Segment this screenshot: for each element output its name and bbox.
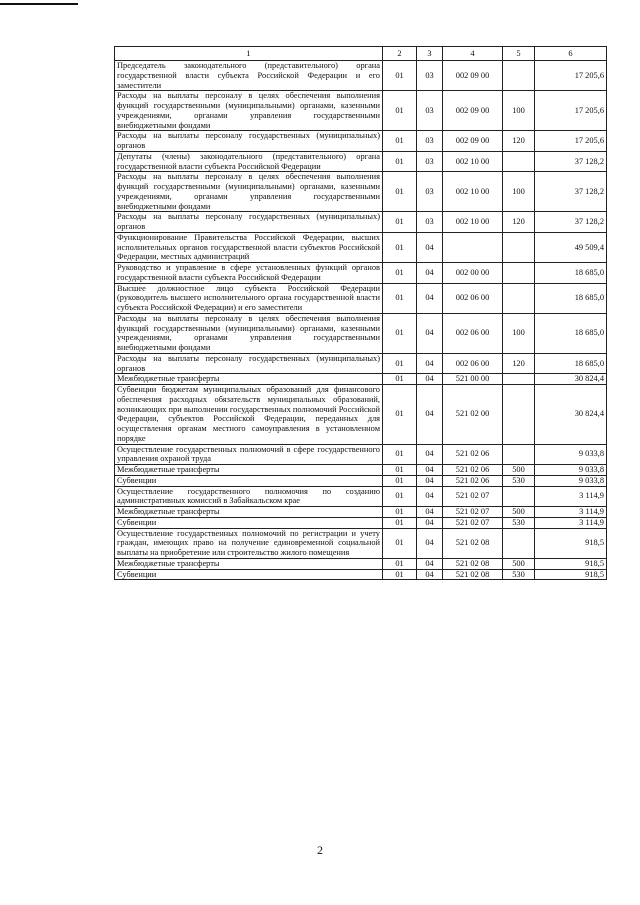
row-name-cell: Расходы на выплаты персоналу государственных (муниципальных) органов xyxy=(115,353,383,374)
subsection-code-cell: 03 xyxy=(417,61,443,91)
amount-cell: 918,5 xyxy=(535,569,607,580)
subsection-code-cell: 03 xyxy=(417,131,443,152)
table-row xyxy=(115,507,607,518)
section-code-cell: 01 xyxy=(383,528,417,558)
expense-type-cell: 500 xyxy=(503,465,535,476)
section-code-cell: 01 xyxy=(383,385,417,445)
expense-type-cell xyxy=(503,232,535,262)
subsection-code-cell: 04 xyxy=(417,465,443,476)
section-code-cell: 01 xyxy=(383,212,417,233)
amount-cell: 30 824,4 xyxy=(535,374,607,385)
target-article-cell: 002 00 00 xyxy=(443,263,503,284)
target-article-cell: 521 02 08 xyxy=(443,569,503,580)
amount-cell: 17 205,6 xyxy=(535,131,607,152)
amount-cell: 37 128,2 xyxy=(535,151,607,172)
table-row xyxy=(115,475,607,486)
section-code-cell: 01 xyxy=(383,353,417,374)
section-code-cell: 01 xyxy=(383,475,417,486)
expense-type-cell: 530 xyxy=(503,569,535,580)
target-article-cell: 002 09 00 xyxy=(443,131,503,152)
amount-cell: 17 205,6 xyxy=(535,61,607,91)
section-code-cell: 01 xyxy=(383,486,417,507)
section-code-cell: 01 xyxy=(383,558,417,569)
amount-cell: 37 128,2 xyxy=(535,172,607,212)
row-name-cell: Субвенции xyxy=(115,517,383,528)
target-article-cell: 002 09 00 xyxy=(443,91,503,131)
section-code-cell: 01 xyxy=(383,465,417,476)
row-name-cell: Руководство и управление в сфере установленных функций органов государственной власти субъекта Российской Федерации xyxy=(115,263,383,284)
expense-type-cell: 530 xyxy=(503,517,535,528)
subsection-code-cell: 03 xyxy=(417,172,443,212)
section-code-cell: 01 xyxy=(383,374,417,385)
target-article-cell: 002 09 00 xyxy=(443,61,503,91)
amount-cell: 3 114,9 xyxy=(535,486,607,507)
target-article-cell: 521 02 00 xyxy=(443,385,503,445)
expense-type-cell xyxy=(503,263,535,284)
header-row xyxy=(115,47,607,61)
section-code-cell: 01 xyxy=(383,517,417,528)
expense-type-cell xyxy=(503,444,535,465)
row-name-cell: Председатель законодательного (представительного) органа государственной власти субъекта Российской Федерации и его заместители xyxy=(115,61,383,91)
expense-type-cell: 120 xyxy=(503,212,535,233)
subsection-code-cell: 04 xyxy=(417,283,443,313)
table-row xyxy=(115,374,607,385)
col-header: 2 xyxy=(383,47,417,61)
table-row xyxy=(115,558,607,569)
row-name-cell: Субвенции xyxy=(115,475,383,486)
section-code-cell: 01 xyxy=(383,91,417,131)
col-header: 5 xyxy=(503,47,535,61)
row-name-cell: Осуществление государственных полномочий по регистрации и учету граждан, имеющих право на получение единовременной социальной выплаты на приобретение или строительство жилого помещения xyxy=(115,528,383,558)
expense-type-cell xyxy=(503,283,535,313)
target-article-cell: 002 10 00 xyxy=(443,212,503,233)
section-code-cell: 01 xyxy=(383,172,417,212)
row-name-cell: Функционирование Правительства Российской Федерации, высших исполнительных органов государственной власти субъектов Российской Федерации, местных администраций xyxy=(115,232,383,262)
table-row xyxy=(115,263,607,284)
col-header: 3 xyxy=(417,47,443,61)
subsection-code-cell: 04 xyxy=(417,353,443,374)
row-name-cell: Субвенции xyxy=(115,569,383,580)
target-article-cell: 521 02 06 xyxy=(443,465,503,476)
target-article-cell: 521 02 08 xyxy=(443,558,503,569)
row-name-cell: Расходы на выплаты персоналу в целях обеспечения выполнения функций государственными (муниципальными) органами, казенными учреждениями, органами управления государственными внебюджетными фондами xyxy=(115,91,383,131)
expense-type-cell xyxy=(503,374,535,385)
table-row xyxy=(115,172,607,212)
row-name-cell: Осуществление государственных полномочий в сфере государственного управления охраной труда xyxy=(115,444,383,465)
target-article-cell: 002 10 00 xyxy=(443,172,503,212)
table-row xyxy=(115,232,607,262)
table-row xyxy=(115,444,607,465)
table-row xyxy=(115,465,607,476)
table-row xyxy=(115,353,607,374)
section-code-cell: 01 xyxy=(383,61,417,91)
amount-cell: 18 685,0 xyxy=(535,263,607,284)
table-row xyxy=(115,486,607,507)
section-code-cell: 01 xyxy=(383,263,417,284)
table-row xyxy=(115,385,607,445)
row-name-cell: Межбюджетные трансферты xyxy=(115,507,383,518)
target-article-cell: 521 02 08 xyxy=(443,528,503,558)
row-name-cell: Расходы на выплаты персоналу государственных (муниципальных) органов xyxy=(115,131,383,152)
expense-type-cell xyxy=(503,385,535,445)
page-number: 2 xyxy=(317,843,323,857)
amount-cell: 918,5 xyxy=(535,558,607,569)
target-article-cell: 002 06 00 xyxy=(443,313,503,353)
subsection-code-cell: 04 xyxy=(417,558,443,569)
section-code-cell: 01 xyxy=(383,313,417,353)
amount-cell: 30 824,4 xyxy=(535,385,607,445)
row-name-cell: Субвенции бюджетам муниципальных образований для финансового обеспечения расходных обязательств муниципальных образований, возникающих при выполнении государственных полномочий Российской Федерации, субъектов Российской Федерации, переданных для осуществления органам местного самоуправления в установленном порядке xyxy=(115,385,383,445)
subsection-code-cell: 04 xyxy=(417,507,443,518)
amount-cell: 18 685,0 xyxy=(535,283,607,313)
target-article-cell: 521 02 07 xyxy=(443,507,503,518)
expense-type-cell: 100 xyxy=(503,313,535,353)
table-row xyxy=(115,61,607,91)
target-article-cell xyxy=(443,232,503,262)
expense-type-cell: 500 xyxy=(503,558,535,569)
subsection-code-cell: 04 xyxy=(417,486,443,507)
subsection-code-cell: 04 xyxy=(417,263,443,284)
top-rule xyxy=(0,3,78,5)
expense-type-cell: 530 xyxy=(503,475,535,486)
expense-type-cell xyxy=(503,151,535,172)
expense-type-cell: 120 xyxy=(503,353,535,374)
table-row xyxy=(115,517,607,528)
section-code-cell: 01 xyxy=(383,444,417,465)
expense-type-cell xyxy=(503,486,535,507)
expense-type-cell: 100 xyxy=(503,91,535,131)
table-row xyxy=(115,151,607,172)
section-code-cell: 01 xyxy=(383,507,417,518)
subsection-code-cell: 04 xyxy=(417,313,443,353)
target-article-cell: 521 00 00 xyxy=(443,374,503,385)
subsection-code-cell: 04 xyxy=(417,232,443,262)
row-name-cell: Высшее должностное лицо субъекта Российской Федерации (руководитель высшего исполнительного органа государственной власти субъекта Российской Федерации) и его заместители xyxy=(115,283,383,313)
expense-type-cell: 120 xyxy=(503,131,535,152)
table-row xyxy=(115,313,607,353)
target-article-cell: 521 02 06 xyxy=(443,475,503,486)
target-article-cell: 521 02 07 xyxy=(443,517,503,528)
row-name-cell: Межбюджетные трансферты xyxy=(115,558,383,569)
subsection-code-cell: 04 xyxy=(417,374,443,385)
row-name-cell: Межбюджетные трансферты xyxy=(115,374,383,385)
target-article-cell: 002 06 00 xyxy=(443,353,503,374)
row-name-cell: Осуществление государственного полномочия по созданию административных комиссий в Забайкальском крае xyxy=(115,486,383,507)
table-row xyxy=(115,283,607,313)
col-header: 4 xyxy=(443,47,503,61)
amount-cell: 3 114,9 xyxy=(535,507,607,518)
expense-type-cell: 100 xyxy=(503,172,535,212)
expense-type-cell xyxy=(503,528,535,558)
amount-cell: 18 685,0 xyxy=(535,313,607,353)
target-article-cell: 521 02 07 xyxy=(443,486,503,507)
amount-cell: 9 033,8 xyxy=(535,465,607,476)
amount-cell: 18 685,0 xyxy=(535,353,607,374)
target-article-cell: 002 10 00 xyxy=(443,151,503,172)
amount-cell: 9 033,8 xyxy=(535,444,607,465)
section-code-cell: 01 xyxy=(383,232,417,262)
table-row xyxy=(115,569,607,580)
subsection-code-cell: 03 xyxy=(417,91,443,131)
row-name-cell: Расходы на выплаты персоналу в целях обеспечения выполнения функций государственными (муниципальными) органами, казенными учреждениями, органами управления государственными внебюджетными фондами xyxy=(115,172,383,212)
row-name-cell: Депутаты (члены) законодательного (представительного) органа государственной власти субъекта Российской Федерации xyxy=(115,151,383,172)
subsection-code-cell: 04 xyxy=(417,569,443,580)
target-article-cell: 521 02 06 xyxy=(443,444,503,465)
subsection-code-cell: 03 xyxy=(417,151,443,172)
target-article-cell: 002 06 00 xyxy=(443,283,503,313)
amount-cell: 9 033,8 xyxy=(535,475,607,486)
section-code-cell: 01 xyxy=(383,283,417,313)
col-header: 6 xyxy=(535,47,607,61)
section-code-cell: 01 xyxy=(383,151,417,172)
amount-cell: 3 114,9 xyxy=(535,517,607,528)
expense-type-cell: 500 xyxy=(503,507,535,518)
amount-cell: 37 128,2 xyxy=(535,212,607,233)
section-code-cell: 01 xyxy=(383,131,417,152)
expense-type-cell xyxy=(503,61,535,91)
table-row xyxy=(115,212,607,233)
section-code-cell: 01 xyxy=(383,569,417,580)
row-name-cell: Расходы на выплаты персоналу в целях обеспечения выполнения функций государственными (муниципальными) органами, казенными учреждениями, органами управления государственными внебюджетными фондами xyxy=(115,313,383,353)
subsection-code-cell: 04 xyxy=(417,517,443,528)
subsection-code-cell: 04 xyxy=(417,528,443,558)
table-row xyxy=(115,131,607,152)
subsection-code-cell: 03 xyxy=(417,212,443,233)
budget-table xyxy=(114,46,607,580)
subsection-code-cell: 04 xyxy=(417,475,443,486)
table-row xyxy=(115,528,607,558)
subsection-code-cell: 04 xyxy=(417,444,443,465)
subsection-code-cell: 04 xyxy=(417,385,443,445)
col-header: 1 xyxy=(115,47,383,61)
table-row xyxy=(115,91,607,131)
amount-cell: 918,5 xyxy=(535,528,607,558)
amount-cell: 17 205,6 xyxy=(535,91,607,131)
row-name-cell: Межбюджетные трансферты xyxy=(115,465,383,476)
row-name-cell: Расходы на выплаты персоналу государственных (муниципальных) органов xyxy=(115,212,383,233)
amount-cell: 49 509,4 xyxy=(535,232,607,262)
